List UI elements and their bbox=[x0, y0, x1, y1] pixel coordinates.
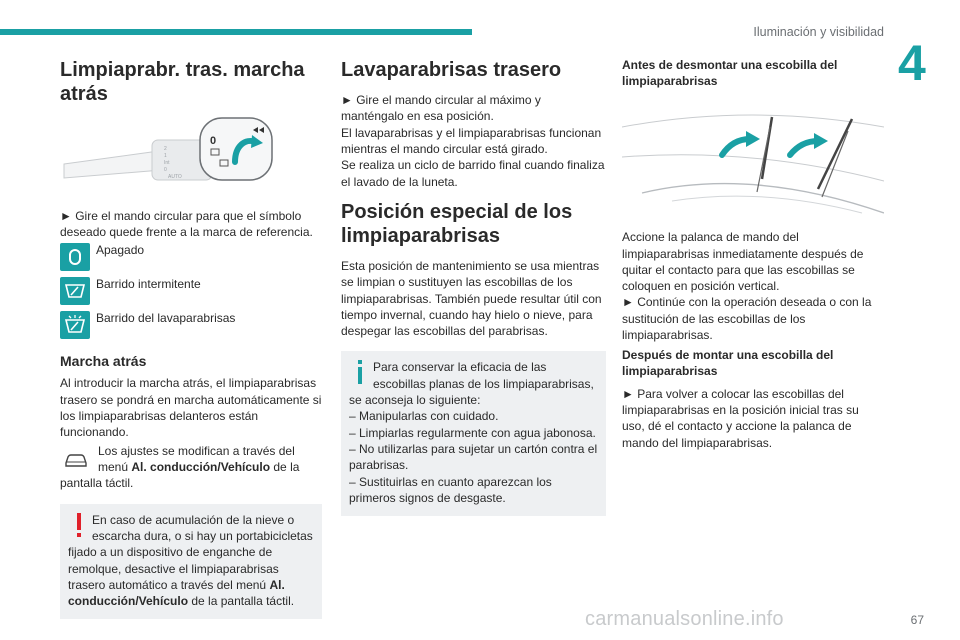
section-title-after-fitting: Después de montar una escobilla del limpiaparabrisas bbox=[622, 348, 834, 378]
legend-label: Barrido del lavaparabrisas bbox=[96, 310, 236, 325]
header-accent-bar bbox=[0, 29, 472, 35]
dial-label-off: 0 bbox=[210, 135, 217, 147]
svg-text:Int: Int bbox=[164, 160, 170, 166]
column-right bbox=[622, 58, 884, 451]
section-title-reverse: Marcha atrás bbox=[60, 352, 147, 369]
before-removal-text: Accione la palanca de mando del limpiaparabrisas inmediatamente después de quitar el contacto para que las escobillas se coloquen en posición vertical. bbox=[622, 230, 864, 294]
info-item: – Limpiarlas regularmente con agua jabonosa. bbox=[349, 425, 596, 440]
dial-label-auto: AUTO bbox=[168, 174, 182, 180]
watermark: carmanualsonline.info bbox=[585, 608, 784, 630]
washer-step: ► Gire el mando circular al máximo y manténgalo en esa posición. bbox=[341, 93, 541, 124]
chapter-title: Iluminación y visibilidad bbox=[753, 25, 884, 39]
reverse-text: Al introducir la marcha atrás, el limpiaparabrisas trasero se pondrá en marcha automáticamente si los limpiaparabrisas delanteros están funcionando. bbox=[60, 376, 322, 440]
washer-text-2: Se realiza un ciclo de barrido final cuando finaliza el lavado de la luneta. bbox=[341, 158, 605, 189]
info-icon bbox=[349, 359, 371, 387]
svg-text:0: 0 bbox=[164, 167, 167, 173]
legend-label: Apagado bbox=[96, 242, 145, 257]
info-box bbox=[341, 351, 606, 516]
warning-icon bbox=[68, 512, 90, 540]
after-fitting-step: ► Para volver a colocar las escobillas del limpiaparabrisas en la posición inicial tras su uso, dé el contacto y accione la palanca de mando del limpiaparabrisas. bbox=[622, 386, 859, 450]
car-settings-icon bbox=[60, 445, 92, 475]
washer-wipe-icon bbox=[60, 311, 90, 339]
legend-label: Barrido intermitente bbox=[96, 276, 201, 291]
column-middle bbox=[341, 58, 606, 516]
page-number: 67 bbox=[910, 613, 924, 627]
info-item: – No utilizarlas para sujetar un cartón contra el parabrisas. bbox=[349, 442, 598, 473]
info-item: – Manipularlas con cuidado. bbox=[349, 409, 499, 424]
chapter-number: 4 bbox=[898, 35, 926, 91]
svg-text:1: 1 bbox=[164, 153, 167, 159]
legend-item-washer bbox=[60, 311, 322, 343]
svg-text:2: 2 bbox=[164, 146, 167, 152]
legend-item-intermittent bbox=[60, 277, 322, 309]
info-intro: Para conservar la eficacia de las escobillas planas de los limpiaparabrisas, se aconseja lo siguiente: bbox=[349, 360, 594, 408]
section-title-rear-wiper: Limpiaprabr. tras. marcha atrás bbox=[60, 59, 305, 105]
settings-text: Los ajustes se modifican a través del menú Al. conducción/Vehículo de la pantalla táctil. bbox=[60, 443, 300, 491]
section-title-before-removal: Antes de desmontar una escobilla del limpiaparabrisas bbox=[622, 58, 838, 88]
intermittent-wipe-icon bbox=[60, 277, 90, 305]
warning-box: En caso de acumulación de la nieve o escarcha dura, o si hay un portabicicletas fijado a un dispositivo de enganche de remolque, desactive el limpiaparabrisas trasero automático a través del menú Al. conducción/Vehículo de la pantalla táctil. bbox=[60, 504, 322, 620]
off-icon bbox=[60, 243, 90, 271]
washer-text-1: El lavaparabrisas y el limpiaparabrisas funcionan mientras el mando circular está girado. bbox=[341, 125, 602, 156]
section-title-special-position: Posición especial de los limpiaparabrisas bbox=[341, 200, 573, 247]
before-removal-step: ► Continúe con la operación deseada o con la sustitución de las escobillas de los limpiaparabrisas. bbox=[622, 295, 872, 343]
info-item: – Sustituirlas en cuanto aparezcan los primeros signos de desgaste. bbox=[349, 474, 552, 505]
column-left bbox=[60, 58, 322, 619]
legend-item-off bbox=[60, 243, 322, 275]
section-title-rear-washer: Lavaparabrisas trasero bbox=[341, 59, 562, 81]
windscreen-wipers-illustration bbox=[622, 97, 884, 217]
wiper-stalk-illustration bbox=[60, 116, 322, 198]
dial-instruction: ► Gire el mando circular para que el símbolo deseado quede frente a la marca de referencia. bbox=[60, 209, 313, 240]
special-position-text: Esta posición de mantenimiento se usa mientras se limpian o sustituyen las escobillas de los limpiaparabrisas. También puede resultar útil con tiempo invernal, cuando hay hielo o nieve, para despegar las escobillas del parabrisas. bbox=[341, 258, 602, 339]
